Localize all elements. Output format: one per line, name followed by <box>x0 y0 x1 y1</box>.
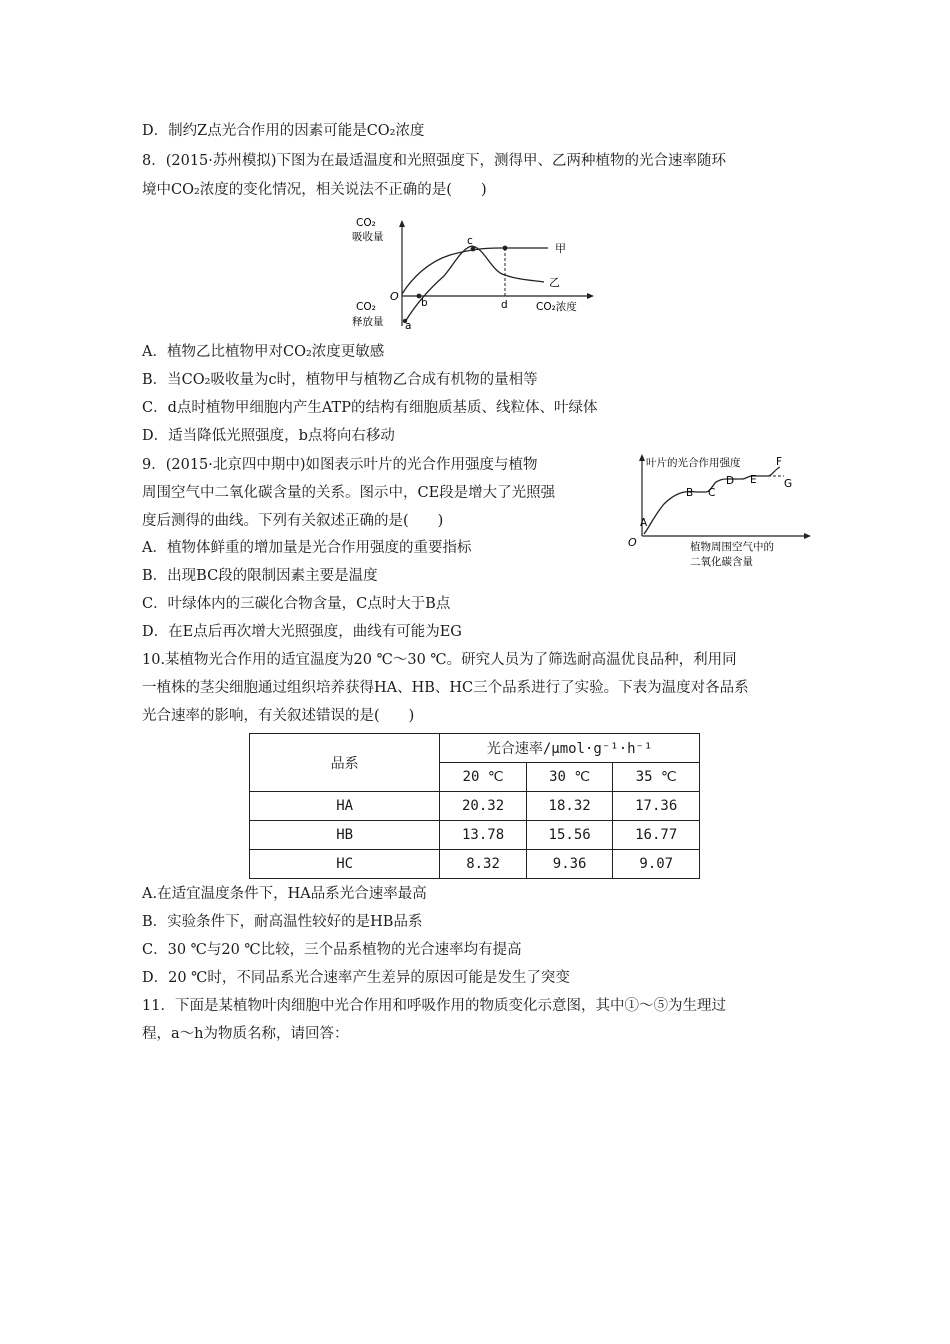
row-name: HB <box>250 821 440 850</box>
q8-option-a: A．植物乙比植物甲对CO₂浓度更敏感 <box>142 344 385 360</box>
q8-y-label-bottom-2: 释放量 <box>352 316 384 328</box>
q9-stem-line-2: 周围空气中二氧化碳含量的关系。图示中，CE段是增大了光照强 <box>142 485 556 501</box>
q9-stem-line-3: 度后测得的曲线。下列有关叙述正确的是( ) <box>142 513 444 529</box>
table-row <box>250 850 700 879</box>
q8-label-a: a <box>405 320 412 332</box>
q8-label-b: b <box>421 297 428 309</box>
q8-dot-c <box>471 247 476 252</box>
q8-x-label: CO₂浓度 <box>536 301 577 313</box>
q9-x-arrow <box>804 533 811 539</box>
q8-stem-line-1: 8．(2015·苏州模拟)下图为在最适温度和光照强度下，测得甲、乙两种植物的光合速率随环 <box>142 153 727 169</box>
q9-origin-label: O <box>628 536 637 549</box>
cell-value: 13.78 <box>440 821 527 850</box>
q9-y-label: 叶片的光合作用强度 <box>646 457 741 469</box>
cell-value: 16.77 <box>613 821 700 850</box>
q8-curve-jia <box>402 248 548 294</box>
q11-stem-line-2: 程，a～h为物质名称，请回答： <box>142 1026 349 1042</box>
q9-label-e: E <box>750 474 757 486</box>
q8-label-jia: 甲 <box>555 242 566 255</box>
row-name: HA <box>250 792 440 821</box>
q10-option-c: C．30 ℃与20 ℃比较，三个品系植物的光合速率均有提高 <box>142 942 522 958</box>
row-name: HC <box>250 850 440 879</box>
q11-stem-line-1: 11．下面是某植物叶肉细胞中光合作用和呼吸作用的物质变化示意图，其中①～⑤为生理过 <box>142 998 726 1014</box>
q10-option-a: A.在适宜温度条件下，HA品系光合速率最高 <box>142 886 427 902</box>
q9-option-a: A．植物体鲜重的增加量是光合作用强度的重要指标 <box>142 540 472 556</box>
table-row <box>250 821 700 850</box>
q8-label-yi: 乙 <box>549 276 560 289</box>
q9-stem-line-1: 9．(2015·北京四中期中)如图表示叶片的光合作用强度与植物 <box>142 457 538 473</box>
q9-label-d: D <box>726 475 735 487</box>
q10-rate-table <box>249 733 700 879</box>
q9-y-arrow <box>639 454 645 461</box>
q9-option-b: B．出现BC段的限制因素主要是温度 <box>142 568 378 584</box>
q10-stem-line-3: 光合速率的影响，有关叙述错误的是( ) <box>142 708 415 724</box>
q9-photosynthesis-graph <box>622 452 812 574</box>
q9-x-label-2: 二氧化碳含量 <box>690 556 753 568</box>
q9-x-label-1: 植物周围空气中的 <box>690 541 774 553</box>
table-header-row <box>250 734 700 763</box>
cell-value: 15.56 <box>526 821 613 850</box>
header-temp-30: 30 ℃ <box>526 763 613 792</box>
q9-label-g: G <box>784 478 793 490</box>
q8-option-b: B．当CO₂吸收量为c时，植物甲与植物乙合成有机物的量相等 <box>142 372 538 388</box>
header-temp-20: 20 ℃ <box>440 763 527 792</box>
q8-option-d: D．适当降低光照强度，b点将向右移动 <box>142 428 395 444</box>
table-row <box>250 792 700 821</box>
q8-stem-line-2: 境中CO₂浓度的变化情况，相关说法不正确的是( ) <box>142 182 487 198</box>
q8-label-c: c <box>467 235 473 247</box>
q8-label-d: d <box>501 299 508 311</box>
q8-y-arrow <box>399 220 405 227</box>
q9-option-c: C．叶绿体内的三碳化合物含量，C点时大于B点 <box>142 596 451 612</box>
header-temp-35: 35 ℃ <box>613 763 700 792</box>
cell-value: 8.32 <box>440 850 527 879</box>
q8-dot-d <box>503 246 508 251</box>
q10-option-b: B．实验条件下，耐高温性较好的是HB品系 <box>142 914 423 930</box>
q8-curve-yi <box>405 246 544 322</box>
q8-y-label-top-1: CO₂ <box>356 217 376 229</box>
q8-origin-label: O <box>390 290 399 303</box>
cell-value: 17.36 <box>613 792 700 821</box>
q8-option-c: C．d点时植物甲细胞内产生ATP的结构有细胞质基质、线粒体、叶绿体 <box>142 400 598 416</box>
header-rate-group: 光合速率/μmol·g⁻¹·h⁻¹ <box>440 734 700 763</box>
q9-label-c: C <box>708 487 716 499</box>
q8-y-label-bottom-1: CO₂ <box>356 301 376 313</box>
q8-y-label-top-2: 吸收量 <box>352 231 384 243</box>
q10-option-d: D．20 ℃时，不同品系光合速率产生差异的原因可能是发生了突变 <box>142 970 570 986</box>
q10-stem-line-2: 一植株的茎尖细胞通过组织培养获得HA、HB、HC三个品系进行了实验。下表为温度对各品系 <box>142 680 749 696</box>
q10-stem-line-1: 10.某植物光合作用的适宜温度为20 ℃～30 ℃。研究人员为了筛选耐高温优良品种，利用同 <box>142 652 737 668</box>
cell-value: 9.36 <box>526 850 613 879</box>
q8-co2-graph <box>350 208 600 332</box>
cell-value: 20.32 <box>440 792 527 821</box>
cell-value: 18.32 <box>526 792 613 821</box>
header-strain: 品系 <box>250 734 440 792</box>
q9-option-d: D．在E点后再次增大光照强度，曲线有可能为EG <box>142 624 462 640</box>
q8-x-arrow <box>587 293 594 299</box>
q9-label-a: A <box>640 517 648 529</box>
q9-curve-ef <box>768 467 780 476</box>
cell-value: 9.07 <box>613 850 700 879</box>
q9-label-b: B <box>686 487 694 499</box>
q7-option-d: D．制约Z点光合作用的因素可能是CO₂浓度 <box>142 123 425 139</box>
q9-label-f: F <box>776 456 783 468</box>
